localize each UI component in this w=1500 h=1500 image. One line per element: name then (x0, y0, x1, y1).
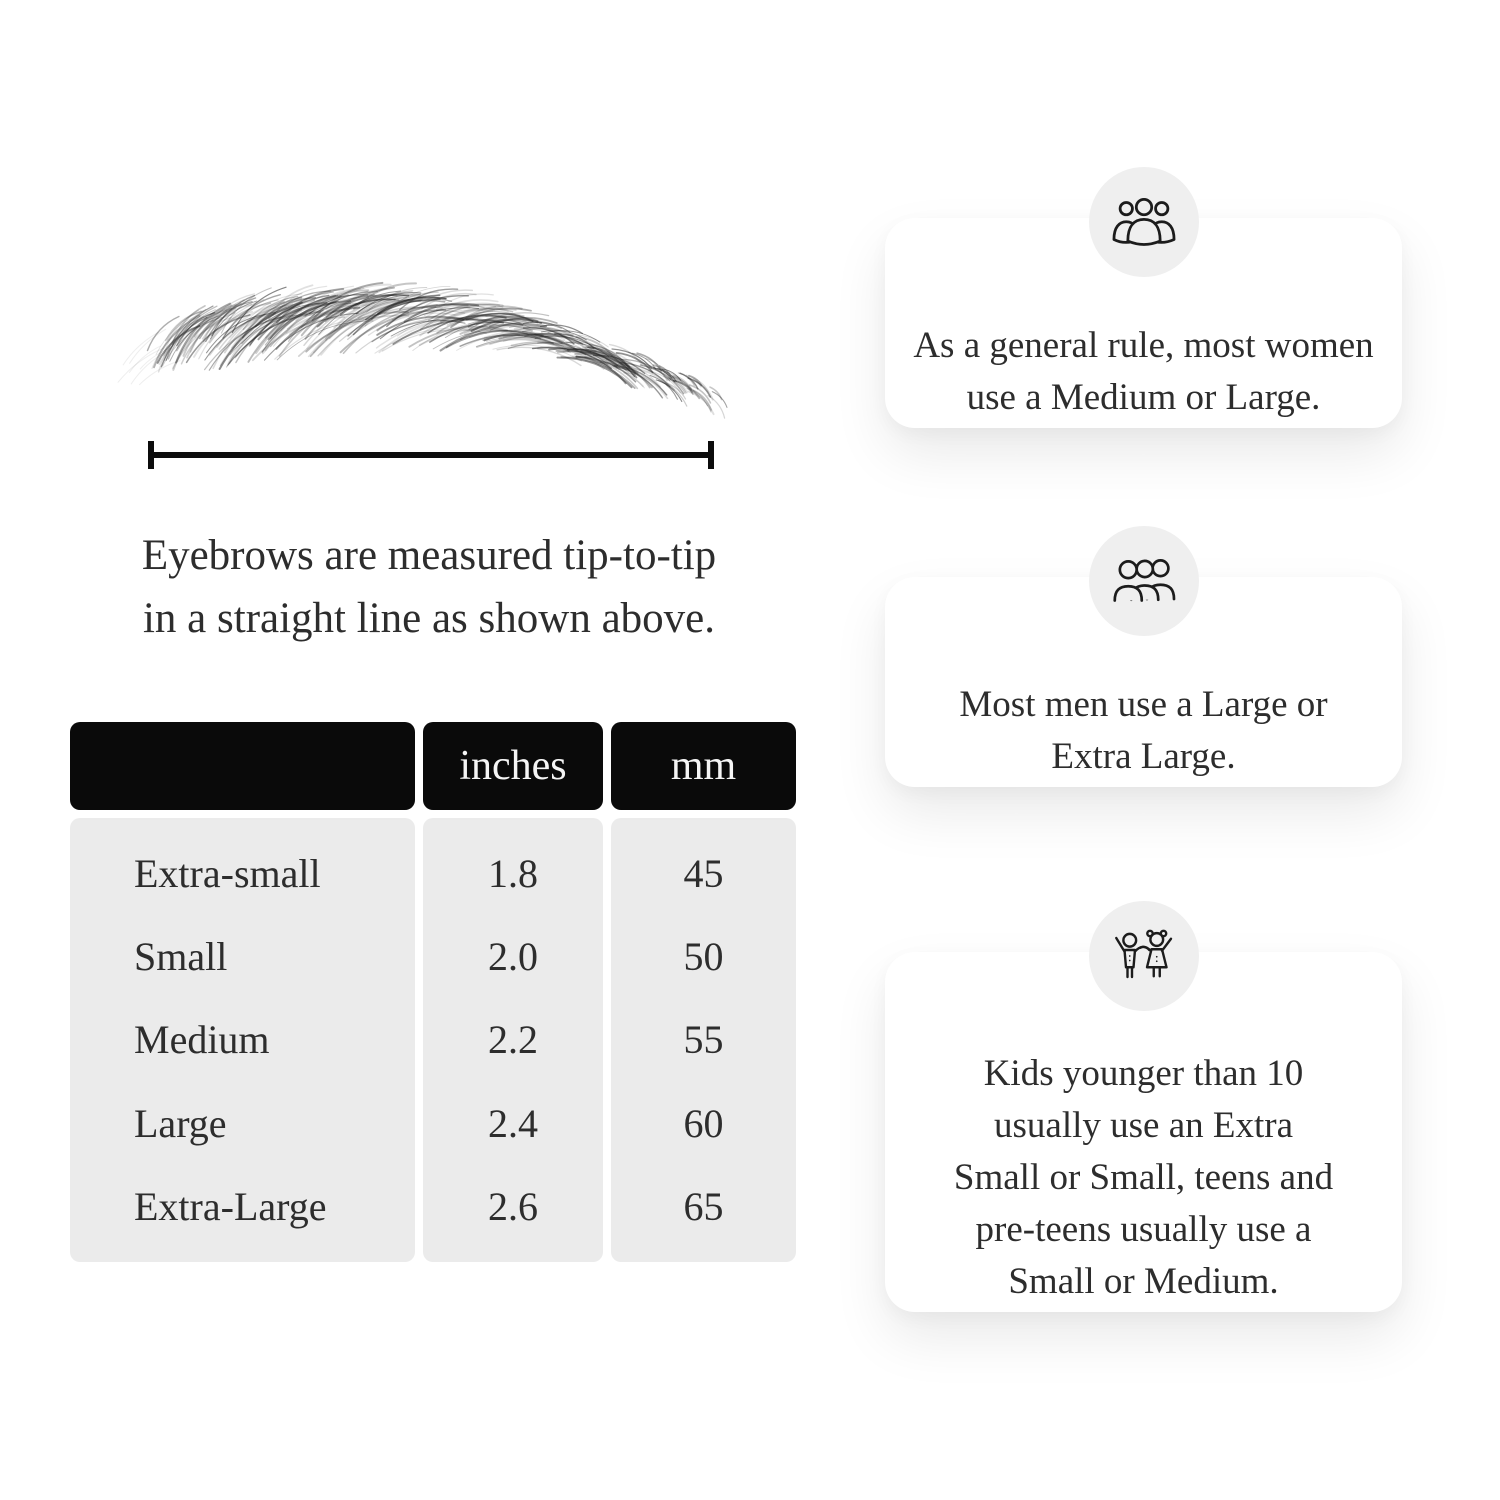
icon-circle (1089, 526, 1199, 636)
card-text-line: usually use an Extra (994, 1105, 1293, 1146)
size-table-body (70, 818, 796, 1262)
measurement-line-right-cap (708, 441, 714, 469)
card-text-line: use a Medium or Large. (966, 377, 1321, 418)
measurement-caption (79, 524, 779, 650)
inches-value: 1.8 (488, 851, 538, 897)
card-text (885, 1048, 1402, 1308)
icon-circle (1089, 901, 1199, 1011)
card-text (885, 679, 1402, 783)
card-text-line: Extra Large. (1051, 736, 1236, 777)
eyebrow-sketch (113, 247, 748, 422)
measurement-line-bar (148, 452, 714, 458)
mm-value: 60 (683, 1100, 724, 1146)
men-sizing-card (885, 577, 1402, 787)
size-label: Medium (134, 1017, 270, 1063)
mm-value: 50 (683, 934, 724, 980)
size-label: Extra-Large (134, 1183, 327, 1229)
men-group-icon (1108, 557, 1180, 605)
inches-column (423, 818, 603, 1262)
caption-line: in a straight line as shown above. (142, 595, 716, 642)
caption-line: Eyebrows are measured tip-to-tip (141, 532, 717, 579)
mm-value: 55 (683, 1017, 724, 1063)
mm-value: 45 (683, 851, 724, 897)
measurement-line (148, 441, 714, 469)
size-table-header (70, 722, 796, 810)
card-text-line: Kids younger than 10 (983, 1053, 1304, 1094)
kids-sizing-card (885, 952, 1402, 1312)
mm-column (611, 818, 796, 1262)
size-label: Small (134, 934, 228, 980)
women-group-icon (1107, 197, 1181, 248)
size-label-column (70, 818, 415, 1262)
inches-value: 2.4 (488, 1100, 538, 1146)
size-label: Extra-small (134, 851, 321, 897)
header-cell-size (70, 722, 415, 810)
inches-value: 2.6 (488, 1183, 538, 1229)
inches-value: 2.0 (488, 934, 538, 980)
card-text-line: Small or Medium. (1008, 1261, 1279, 1302)
size-label: Large (134, 1100, 227, 1146)
header-cell-inches: inches (423, 722, 603, 810)
inches-value: 2.2 (488, 1017, 538, 1063)
card-text-line: Most men use a Large or (959, 684, 1328, 725)
header-cell-mm: mm (611, 722, 796, 810)
card-text-line: As a general rule, most women (913, 325, 1374, 366)
card-text-line: Small or Small, teens and (953, 1157, 1334, 1198)
kids-icon (1108, 928, 1180, 984)
mm-value: 65 (683, 1183, 724, 1229)
card-text (885, 320, 1402, 424)
size-table (70, 722, 796, 1262)
card-text-line: pre-teens usually use a (975, 1209, 1312, 1250)
icon-circle (1089, 167, 1199, 277)
women-sizing-card (885, 218, 1402, 428)
